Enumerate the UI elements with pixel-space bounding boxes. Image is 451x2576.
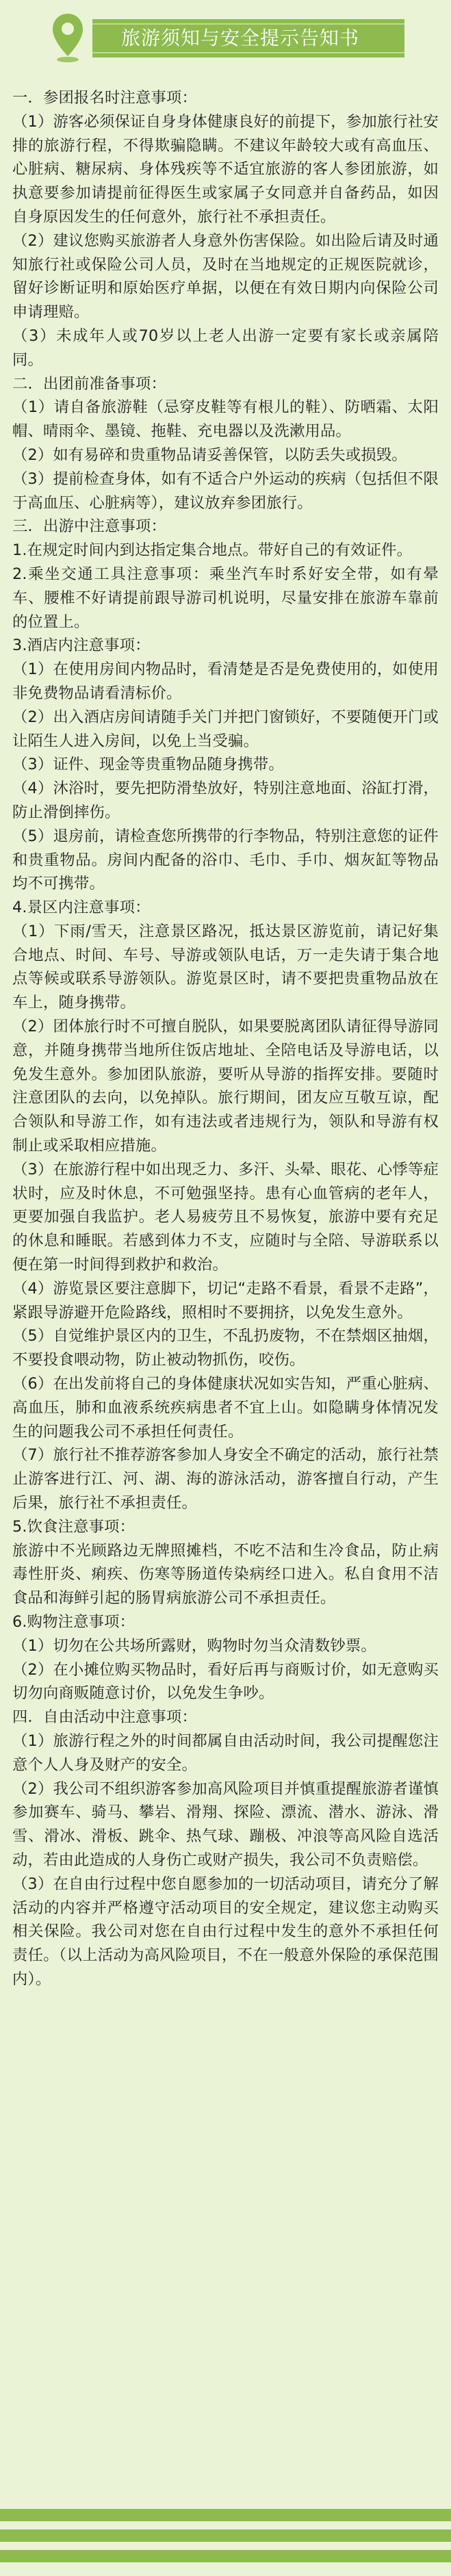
subsection-heading: 4.景区内注意事项： [12, 899, 151, 917]
paragraph: （5）退房前，请检查您所携带的行李物品，特别注意您的证件和贵重物品。房间内配备的浴巾、毛巾、手巾、烟灰缸等物品均不可携带。 [12, 827, 439, 893]
page-title: 旅游须知与安全提示告知书 [121, 27, 360, 49]
section-heading: 一．参团报名时注意事项： [12, 89, 197, 107]
paragraph: （3）在自由行过程中您自愿参加的一切活动项目，请充分了解活动的内容并严格遵守活动项目的安全规定，建议您主动购买相关保险。我公司对您在自由行过程中发生的意外不承担任何责任。（以上活动为高风险项目，不在一般意外保险的承保范围内）。 [12, 1875, 439, 1988]
subsection-heading: 3.酒店内注意事项： [12, 636, 151, 655]
footer-stripe [0, 2550, 451, 2562]
header [0, 0, 451, 75]
paragraph: （2）出入酒店房间请随手关门并把门窗锁好，不要随便开门或让陌生人进入房间，以免上当受骗。 [12, 708, 439, 750]
paragraph: （6）在出发前将自己的身体健康状况如实告知，严重心脏病、高血压，肺和血液系统疾病患者不宜上山。如隐瞒身体情况发生的问题我公司不承担任何责任。 [12, 1375, 439, 1441]
paragraph: （3）提前检查身体，如有不适合户外运动的疾病（包括但不限于高血压、心脏病等），建议放弃参团旅行。 [12, 469, 439, 512]
paragraph: （3）证件、现金等贵重物品随身携带。 [12, 756, 284, 774]
paragraph: （1）在使用房间内物品时，看清楚是否是免费使用的，如使用非免费物品请看清标价。 [12, 660, 439, 702]
paragraph: （1）切勿在公共场所露财，购物时勿当众清数钞票。 [12, 1636, 376, 1655]
footer-stripe [0, 2529, 451, 2542]
paragraph: （2）团体旅行时不可擅自脱队，如果要脱离团队请征得导游同意，并随身携带当地所住饭店地址、全陪电话及导游电话，以免发生意外。参加团队旅游，要听从导游的指挥安排。要随时注意团队的去向，以免掉队。旅行期间，团友应互敬互谅，配合领队和导游工作，如有违法或者违规行为，领队和导游有权制止或采取相应措施。 [12, 1018, 439, 1155]
paragraph: （3）未成年人或70岁以上老人出游一定要有家长或亲属陪同。 [12, 326, 439, 369]
footer-stripe [0, 2509, 451, 2521]
paragraph: （4）沐浴时，要先把防滑垫放好，特别注意地面、浴缸打滑，防止滑倒摔伤。 [12, 780, 439, 821]
section-heading: 四．自由活动中注意事项： [12, 1708, 197, 1727]
section-heading: 三．出游中注意事项： [12, 517, 166, 536]
paragraph: （2）如有易碎和贵重物品请妥善保管，以防丢失或损毁。 [12, 446, 407, 464]
paragraph: （1）下雨/雪天，注意景区路况，抵达景区游览前，请记好集合地点、时间、车号、导游或领队电话，万一走失请于集合地点等候或联系导游领队。游览景区时，请不要把贵重物品放在车上，随身携带。 [12, 922, 439, 1012]
paragraph: （2）在小摊位购买物品时，看好后再与商贩讨价，如无意购买切勿向商贩随意讨价，以免发生争吵。 [12, 1660, 439, 1703]
footer-decoration [0, 2479, 451, 2576]
notice-body [12, 86, 439, 1992]
paragraph: （4）游览景区要注意脚下，切记“走路不看景，看景不走路”，紧跟导游避开危险路线，照相时不要拥挤，以免发生意外。 [12, 1279, 439, 1322]
paragraph: （2）建议您购买旅游者人身意外伤害保险。如出险后请及时通知旅行社或保险公司人员，及时在当地规定的正规医院就诊，留好诊断证明和原始医疗单据，以便在有效日期内向保险公司申请理赔。 [12, 231, 439, 322]
paragraph: 1.在规定时间内到达指定集合地点。带好自己的有效证件。 [12, 541, 413, 560]
paragraph: 2.乘坐交通工具注意事项：乘坐汽车时系好安全带，如有晕车、腰椎不好请提前跟导游司机说明，尽量安排在旅游车靠前的位置上。 [12, 565, 439, 631]
paragraph: （1）请自备旅游鞋（忌穿皮鞋等有根儿的鞋）、防晒霜、太阳帽、晴雨伞、墨镜、拖鞋、充电器以及洗漱用品。 [12, 398, 439, 441]
subsection-heading: 5.饮食注意事项： [12, 1517, 136, 1536]
title-banner [92, 19, 404, 57]
section-heading: 二．出团前准备事项： [12, 374, 166, 393]
subsection-heading: 6.购物注意事项： [12, 1613, 136, 1631]
paragraph: （1）游客必须保证自身身体健康良好的前提下，参加旅行社安排的旅游行程，不得欺骗隐瞒。不建议年龄较大或有高血压、心脏病、糖尿病、身体残疾等不适宜旅游的客人参团旅游，如执意要参加请提前征得医生或家属子女同意并自备药品，如因自身原因发生的任何意外，旅行社不承担责任。 [12, 112, 439, 226]
paragraph: 旅游中不光顾路边无牌照摊档，不吃不洁和生冷食品，防止病毒性肝炎、痢疾、伤寒等肠道传染病经口进入。私自食用不洁食品和海鲜引起的肠胃病旅游公司不承担责任。 [12, 1541, 439, 1608]
paragraph: （7）旅行社不推荐游客参加人身安全不确定的活动，旅行社禁止游客进行江、河、湖、海的游泳活动，游客擅自行动，产生后果，旅行社不承担责任。 [12, 1446, 439, 1512]
paragraph: （3）在旅游行程中如出现乏力、多汗、头晕、眼花、心悸等症状时，应及时休息，不可勉强坚持。患有心血管病的老年人，更要加强自我监护。老人易疲劳且不易恢复，旅游中要有充足的休息和睡眠。若感到体力不支，应随时与全陪、导游联系以便在第一时间得到救护和救治。 [12, 1160, 439, 1274]
paragraph: （5）自觉维护景区内的卫生，不乱扔废物，不在禁烟区抽烟，不要投食喂动物，防止被动物抓伤，咬伤。 [12, 1327, 439, 1369]
location-pin-icon [51, 12, 84, 63]
paragraph: （2）我公司不组织游客参加高风险项目并慎重提醒旅游者谨慎参加赛车、骑马、攀岩、滑翔、探险、漂流、潜水、游泳、滑雪、滑冰、滑板、跳伞、热气球、蹦极、冲浪等高风险自选活动，若由此造成的人身伤亡或财产损失，我公司不负责赔偿。 [12, 1779, 439, 1869]
paragraph: （1）旅游行程之外的时间都属自由活动时间，我公司提醒您注意个人人身及财产的安全。 [12, 1731, 439, 1774]
